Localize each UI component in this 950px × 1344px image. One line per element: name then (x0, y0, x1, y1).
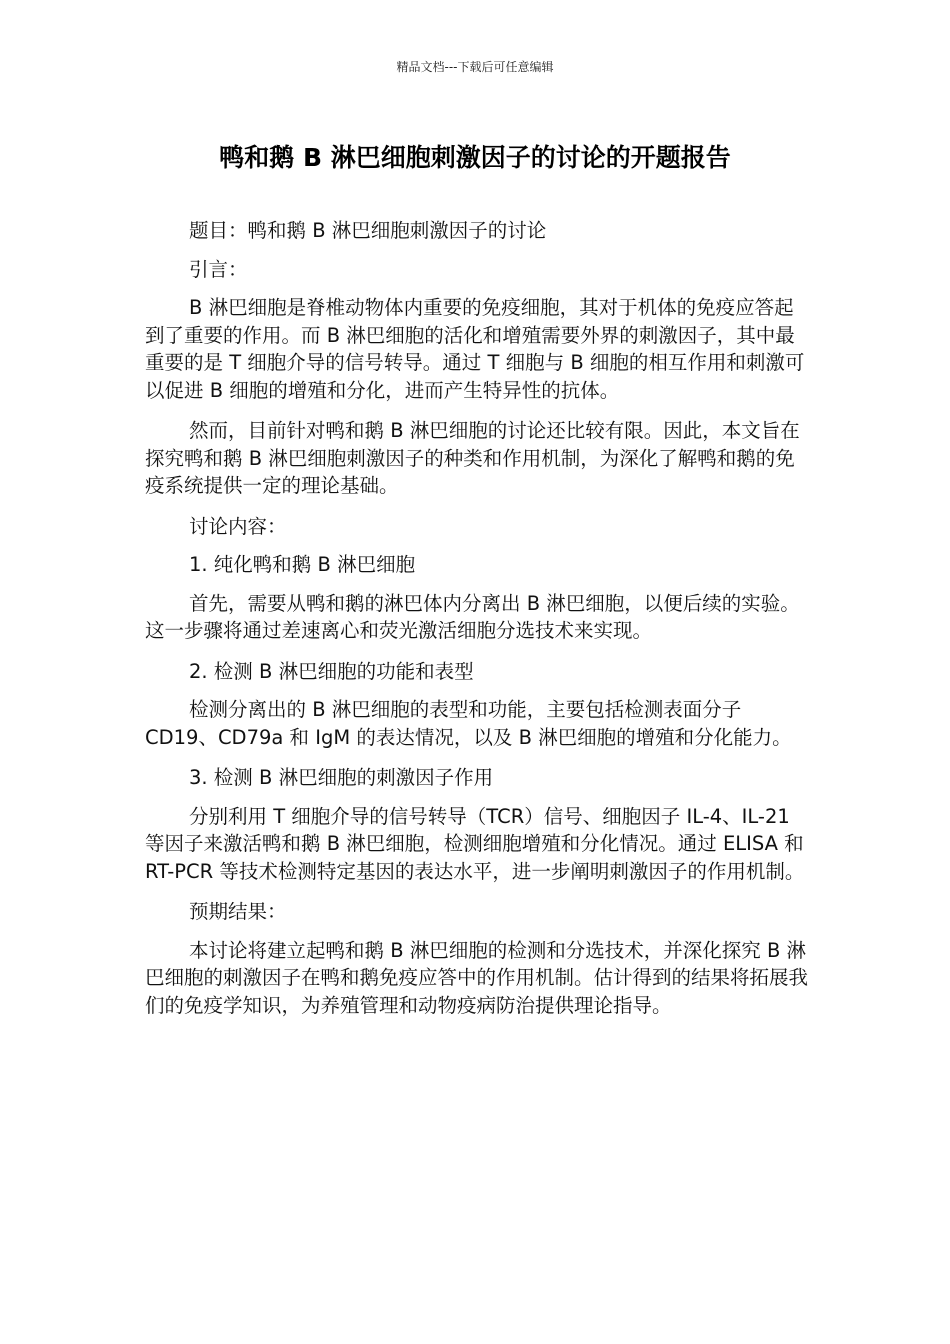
item-heading-2: 2. 检测 B 淋巴细胞的功能和表型 (189, 659, 474, 683)
section-heading-content: 讨论内容： (189, 514, 287, 538)
paragraph-item-1: 首先，需要从鸭和鹅的淋巴体内分离出 B 淋巴细胞，以便后续的实验。这一步骤将通过差速离心和荧光激活细胞分选技术来实现。 (145, 591, 800, 642)
paragraph-b-cell-intro: B 淋巴细胞是脊椎动物体内重要的免疫细胞，其对于机体的免疫应答起到了重要的作用。而 B 淋巴细胞的活化和增殖需要外界的刺激因子，其中最重要的是 T 细胞介导的信号转导。通过 T 细胞与 B 细胞的相互作用和刺激可以促进 B 细胞的增殖和分化，进而产生特异性的抗体。 (145, 296, 805, 402)
page-header: 精品文档---下载后可任意编辑 (396, 60, 554, 74)
section-heading-expected-results: 预期结果： (189, 900, 287, 923)
item-heading-3: 3. 检测 B 淋巴细胞的刺激因子作用 (189, 766, 494, 789)
document-body (145, 217, 810, 1032)
document-title: 鸭和鹅 B 淋巴细胞刺激因子的讨论的开题报告 (219, 143, 731, 172)
paragraph-item-3: 分别利用 T 细胞介导的信号转导（TCR）信号、细胞因子 IL-4、IL-21 等因子来激活鸭和鹅 B 淋巴细胞，检测细胞增殖和分化情况。通过 ELISA 和 RT-PCR 等技术检测特定基因的表达水平，进一步阐明刺激因子的作用机制。 (145, 804, 805, 883)
paragraph-research-aim: 然而，目前针对鸭和鹅 B 淋巴细胞的讨论还比较有限。因此，本文旨在探究鸭和鹅 B 淋巴细胞刺激因子的种类和作用机制，为深化了解鸭和鹅的免疫系统提供一定的理论基础。 (145, 419, 800, 497)
item-heading-1: 1. 纯化鸭和鹅 B 淋巴细胞 (189, 553, 416, 576)
paragraph-expected-results: 本讨论将建立起鸭和鹅 B 淋巴细胞的检测和分选技术，并深化探究 B 淋巴细胞的刺激因子在鸭和鹅免疫应答中的作用机制。估计得到的结果将拓展我们的免疫学知识，为养殖管理和动物疫病防治提供理论指导。 (145, 938, 809, 1017)
topic-line: 题目：鸭和鹅 B 淋巴细胞刺激因子的讨论 (189, 219, 547, 242)
paragraph-item-2: 检测分离出的 B 淋巴细胞的表型和功能，主要包括检测表面分子 CD19、CD79a 和 IgM 的表达情况，以及 B 淋巴细胞的增殖和分化能力。 (145, 698, 792, 749)
section-heading-introduction: 引言： (189, 257, 248, 281)
